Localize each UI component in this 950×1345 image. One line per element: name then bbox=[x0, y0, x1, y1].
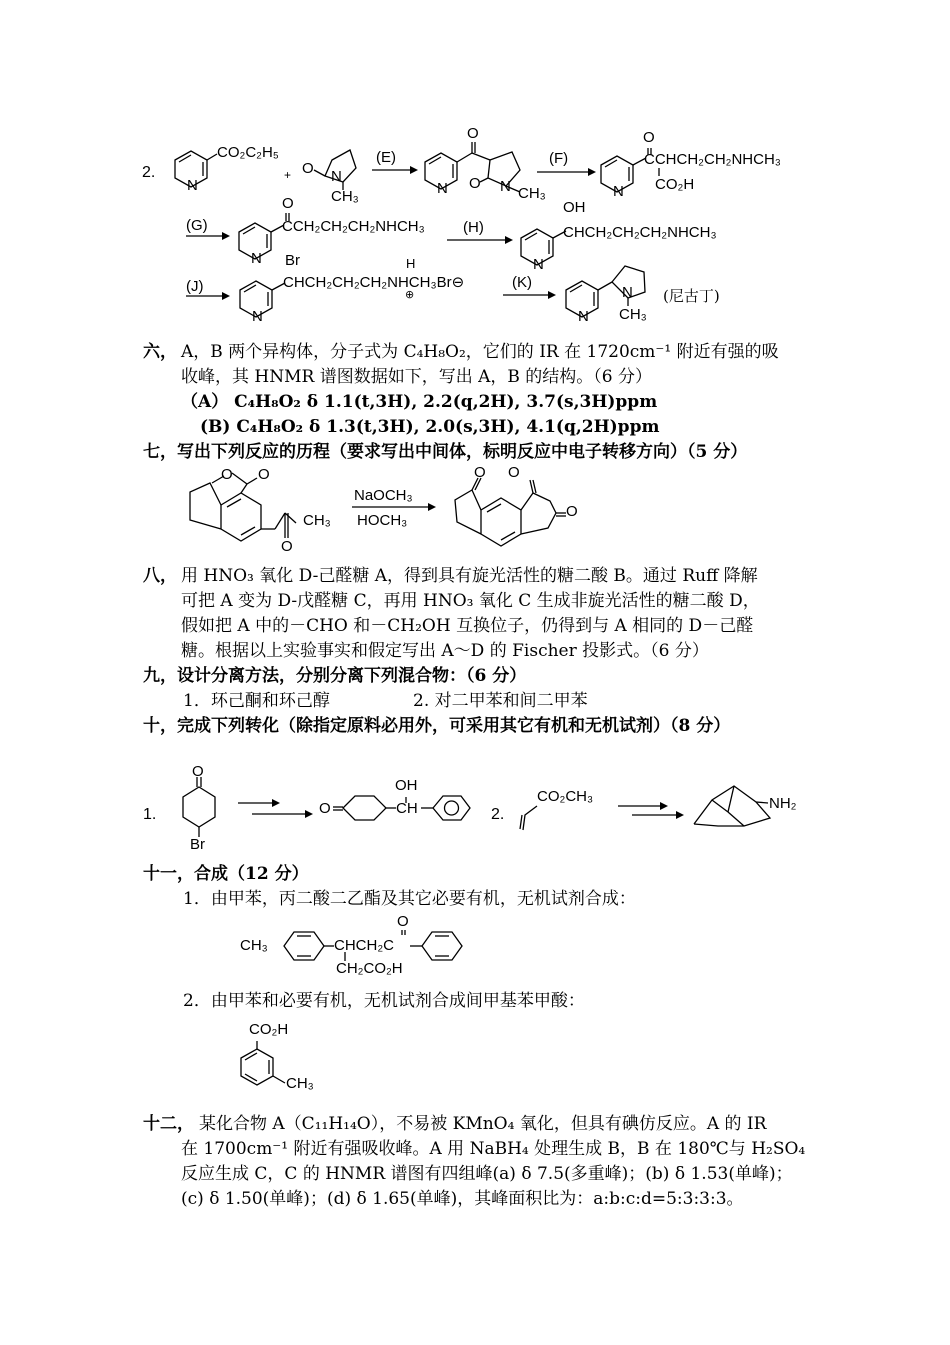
question-text: 假如把 A 中的－CHO 和－CH₂OH 互换位子，仍得到与 A 相同的 D－己醛 bbox=[181, 616, 754, 636]
ammonium-h: H bbox=[406, 256, 416, 271]
pyridine-n: N bbox=[187, 177, 198, 194]
carboxyl-group: CO₂H bbox=[655, 176, 695, 193]
bromo-group: Br bbox=[285, 252, 300, 269]
ketone-o: O bbox=[643, 129, 655, 146]
product-o: O bbox=[474, 464, 486, 481]
ketone-o: O bbox=[282, 195, 294, 212]
question-text: 用 HNO₃ 氧化 D-己醛糖 A，得到具有旋光活性的糖二酸 B。通过 Ruff 降解 bbox=[181, 566, 758, 586]
step-k: (K) bbox=[512, 274, 532, 291]
bromo-group: Br bbox=[190, 836, 205, 853]
reagent-base: NaOCH₃ bbox=[354, 487, 413, 504]
lactam-methyl: CH₃ bbox=[518, 185, 546, 202]
step-j: (J) bbox=[186, 278, 204, 295]
ketone-o: O bbox=[467, 125, 479, 142]
lactone-o: O bbox=[221, 466, 233, 483]
pyrrolidine-n: N bbox=[622, 284, 633, 301]
amine-group: NH₂ bbox=[769, 795, 797, 812]
pyridine-n: N bbox=[578, 308, 589, 325]
positive-charge: ⊕ bbox=[405, 289, 415, 301]
hydroxyl-group: OH bbox=[563, 199, 586, 216]
acid-branch: CH₂CO₂H bbox=[336, 960, 403, 977]
pyridine-n: N bbox=[533, 256, 544, 273]
question-head: 六， bbox=[143, 342, 177, 362]
nmr-data-a: （A） C₄H₈O₂ δ 1.1(t,3H), 2.2(q,2H), 3.7(s,3H)ppm bbox=[181, 392, 658, 412]
question-text: 糖。根据以上实验事实和假定写出 A～D 的 Fischer 投影式。（6 分） bbox=[181, 641, 709, 661]
ketone-o: O bbox=[192, 763, 204, 780]
ketone-o: O bbox=[397, 913, 409, 930]
question-head: 十，完成下列转化（除指定原料必用外，可采用其它有机和无机试剂）（8 分） bbox=[143, 716, 731, 736]
target-chain: CHCH₂C bbox=[334, 937, 394, 954]
hydroxyl-group: OH bbox=[395, 777, 418, 794]
ketone-chain: CCH₂CH₂CH₂NHCH₃ bbox=[282, 218, 425, 235]
question-number: 2. bbox=[142, 164, 156, 181]
step-h: (H) bbox=[463, 219, 484, 236]
list-item: 2．由甲苯和必要有机，无机试剂合成间甲基苯甲酸： bbox=[183, 991, 585, 1011]
pyridine-n: N bbox=[437, 180, 448, 197]
question-text: 某化合物 A（C₁₁H₁₄O），不易被 KMnO₄ 氧化，但具有碘仿反应。A 的 IR bbox=[199, 1114, 767, 1134]
question-text: A，B 两个异构体，分子式为 C₄H₈O₂，它们的 IR 在 1720cm⁻¹ 附近有强的吸 bbox=[181, 342, 779, 362]
list-item: 2. 对二甲苯和间二甲苯 bbox=[413, 691, 588, 711]
pyrrolidone-o: O bbox=[302, 160, 314, 177]
pyridine-n: N bbox=[252, 308, 263, 325]
methyl-group: CH₃ bbox=[286, 1075, 314, 1092]
item-number: 2. bbox=[491, 806, 505, 823]
keto-acid-chain: CCHCH₂CH₂NHCH₃ bbox=[644, 151, 781, 168]
pyridine-n: N bbox=[613, 183, 624, 200]
ester-group: CO₂C₂H₅ bbox=[217, 144, 279, 161]
pyridine-n: N bbox=[251, 250, 262, 267]
alcohol-chain: CHCH₂CH₂CH₂NHCH₃ bbox=[563, 224, 717, 241]
step-e: (E) bbox=[376, 149, 396, 166]
plus-sign: + bbox=[284, 168, 292, 182]
question-head: 八， bbox=[143, 566, 177, 586]
ammonium-chain: CHCH₂CH₂CH₂NHCH₃Br⊖ bbox=[283, 274, 465, 291]
question-text: 在 1700cm⁻¹ 附近有强吸收峰。A 用 NaBH₄ 处理生成 B，B 在 180℃与 H₂SO₄ bbox=[181, 1139, 806, 1159]
question-head: 九，设计分离方法，分别分离下列混合物：（6 分） bbox=[143, 666, 527, 686]
carbonyl-o: O bbox=[258, 466, 270, 483]
ketone-o: O bbox=[281, 538, 293, 555]
ester-group: CO₂CH₃ bbox=[537, 788, 594, 805]
question-head: 十一，合成（12 分） bbox=[143, 864, 309, 884]
carbinol-ch: CH bbox=[396, 800, 418, 817]
item-number: 1. bbox=[143, 806, 157, 823]
nicotine-label: (尼古丁) bbox=[663, 287, 720, 305]
pyrrolidone-methyl: CH₃ bbox=[331, 188, 359, 205]
question-text: 反应生成 C，C 的 HNMR 谱图有四组峰(a) δ 7.5(多重峰)；(b) δ 1.53(单峰)； bbox=[181, 1164, 793, 1184]
list-item: 1．环己酮和环己醇 bbox=[183, 691, 330, 711]
lactam-o: O bbox=[469, 175, 481, 192]
question-head: 十二， bbox=[143, 1114, 194, 1134]
question-text: 收峰，其 HNMR 谱图数据如下，写出 A，B 的结构。（6 分） bbox=[181, 367, 653, 387]
list-item: 1．由甲苯，丙二酸二乙酯及其它必要有机，无机试剂合成： bbox=[183, 889, 636, 909]
question-text: (c) δ 1.50(单峰)；(d) δ 1.65(单峰)，其峰面积比为：a:b:c:d=5:3:3:3。 bbox=[181, 1189, 744, 1209]
lactam-n: N bbox=[500, 178, 511, 195]
pyrrolidone-n: N bbox=[331, 168, 342, 185]
reagent-solvent: HOCH₃ bbox=[357, 512, 408, 529]
nmr-data-b: (B) C₄H₈O₂ δ 1.3(t,3H), 2.0(s,3H), 4.1(q,2H)ppm bbox=[200, 417, 660, 437]
product-o: O bbox=[566, 503, 578, 520]
question-text: 可把 A 变为 D-戊醛糖 C，再用 HNO₃ 氧化 C 生成非旋光活性的糖二酸 D， bbox=[181, 591, 760, 611]
step-f: (F) bbox=[549, 150, 569, 167]
methyl-group: CH₃ bbox=[240, 937, 268, 954]
methyl-group: CH₃ bbox=[303, 512, 331, 529]
step-g: (G) bbox=[186, 217, 208, 234]
carboxyl-group: CO₂H bbox=[249, 1021, 289, 1038]
nicotine-methyl: CH₃ bbox=[619, 306, 647, 323]
product-ketone-o: O bbox=[319, 800, 331, 817]
question-head: 七，写出下列反应的历程（要求写出中间体，标明反应中电子转移方向）（5 分） bbox=[143, 442, 748, 462]
product-o: O bbox=[508, 464, 520, 481]
